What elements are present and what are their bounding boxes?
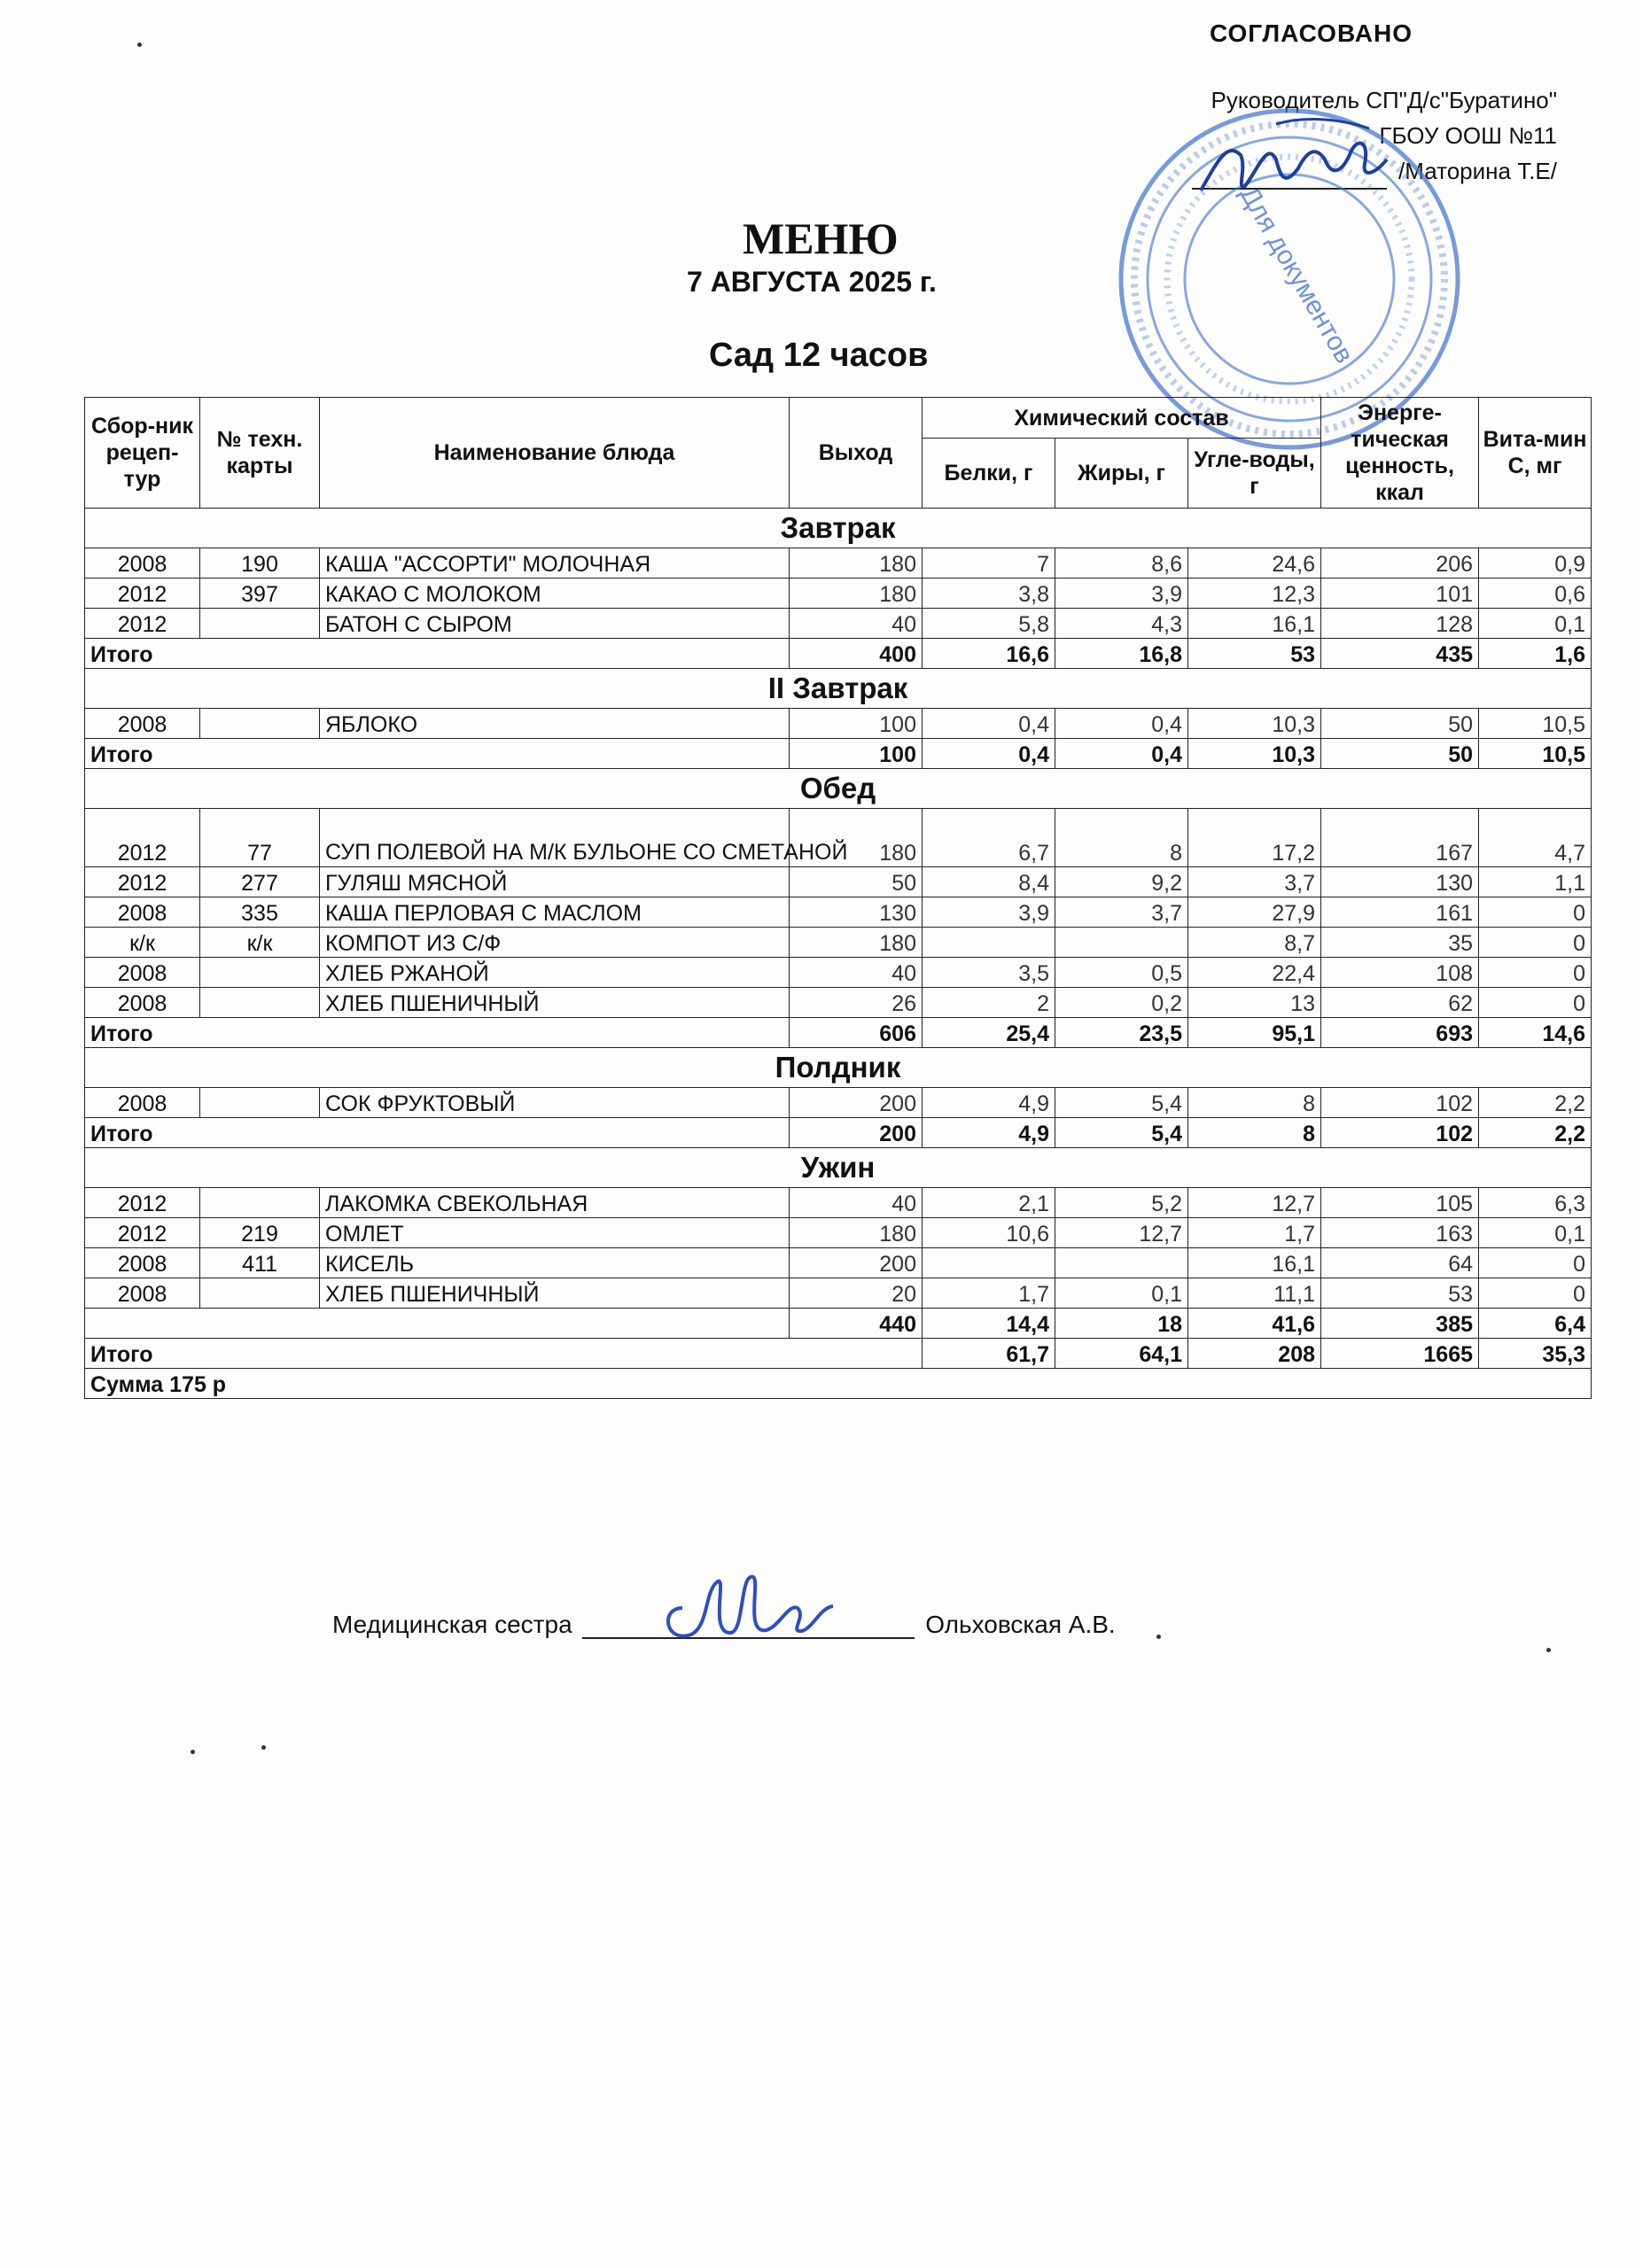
total-fats: 0,4 [1055, 739, 1188, 769]
total-proteins: 14,4 [923, 1309, 1055, 1339]
cell-energy: 130 [1321, 867, 1479, 897]
cell-dish-name: КАША ПЕРЛОВАЯ С МАСЛОМ [320, 897, 790, 928]
cell-yield: 180 [790, 548, 923, 579]
section-header-row [85, 1048, 1592, 1088]
table-row [85, 867, 1592, 897]
cell-proteins: 8,4 [923, 867, 1055, 897]
approval-position: Руководитель СП"Д/с"Буратино" [1211, 87, 1557, 113]
cell-tech-card [200, 1088, 320, 1118]
cell-collection: 2008 [85, 1248, 200, 1278]
cell-fats [1055, 928, 1188, 958]
cell-fats: 3,9 [1055, 579, 1188, 609]
cell-dish-name: ОМЛЕТ [320, 1218, 790, 1248]
section-header-row [85, 669, 1592, 709]
approval-signature [1192, 106, 1396, 213]
cell-carbs: 10,3 [1188, 709, 1321, 739]
cell-carbs: 22,4 [1188, 958, 1321, 988]
cell-energy: 128 [1321, 609, 1479, 639]
cell-fats: 4,3 [1055, 609, 1188, 639]
total-label: Итого [85, 639, 790, 669]
section-header-row [85, 1148, 1592, 1188]
cell-tech-card: 190 [200, 548, 320, 579]
cell-yield: 40 [790, 958, 923, 988]
cell-vitamin-c: 0,6 [1479, 579, 1592, 609]
cell-energy: 163 [1321, 1218, 1479, 1248]
sum-row [85, 1369, 1592, 1399]
cell-tech-card [200, 609, 320, 639]
table-row [85, 548, 1592, 579]
total-yield: 400 [790, 639, 923, 669]
grand-total-energy: 1665 [1321, 1339, 1479, 1369]
cell-carbs: 16,1 [1188, 1248, 1321, 1278]
cell-energy: 64 [1321, 1248, 1479, 1278]
cell-carbs: 24,6 [1188, 548, 1321, 579]
cell-dish-name: КИСЕЛЬ [320, 1248, 790, 1278]
cell-fats: 12,7 [1055, 1218, 1188, 1248]
cell-collection: 2008 [85, 1278, 200, 1309]
cell-dish-name: ЯБЛОКО [320, 709, 790, 739]
menu-table [84, 397, 1592, 1399]
section-title: Обед [85, 769, 1592, 809]
cell-vitamin-c: 0,9 [1479, 548, 1592, 579]
total-row [85, 639, 1592, 669]
grand-total-label: Итого [85, 1339, 923, 1369]
cell-carbs: 3,7 [1188, 867, 1321, 897]
col-fats: Жиры, г [1055, 439, 1188, 509]
total-row [85, 1309, 1592, 1339]
cell-vitamin-c: 0 [1479, 988, 1592, 1018]
menu-date: 7 АВГУСТА 2025 г. [687, 266, 937, 298]
col-tech-card: № техн. карты [200, 398, 320, 509]
total-label: Итого [85, 739, 790, 769]
cell-fats: 0,1 [1055, 1278, 1188, 1309]
cell-proteins: 4,9 [923, 1088, 1055, 1118]
cell-tech-card: 397 [200, 579, 320, 609]
total-carbs: 95,1 [1188, 1018, 1321, 1048]
cell-energy: 161 [1321, 897, 1479, 928]
table-row [85, 809, 1592, 867]
footer-role: Медицинская сестра [332, 1611, 572, 1638]
cell-proteins: 10,6 [923, 1218, 1055, 1248]
total-row [85, 739, 1592, 769]
total-energy: 435 [1321, 639, 1479, 669]
cell-dish-name: СУП ПОЛЕВОЙ НА М/К БУЛЬОНЕ СО СМЕТАНОЙ [320, 809, 790, 867]
cell-collection: 2012 [85, 579, 200, 609]
cell-tech-card: к/к [200, 928, 320, 958]
total-yield: 440 [790, 1309, 923, 1339]
cell-tech-card: 277 [200, 867, 320, 897]
cell-yield: 130 [790, 897, 923, 928]
cell-dish-name: КОМПОТ ИЗ С/Ф [320, 928, 790, 958]
approval-title: СОГЛАСОВАНО [1210, 19, 1413, 47]
total-fats: 18 [1055, 1309, 1188, 1339]
cell-fats: 5,2 [1055, 1188, 1188, 1218]
cell-yield: 100 [790, 709, 923, 739]
section-title: Ужин [85, 1148, 1592, 1188]
cell-dish-name: КАКАО С МОЛОКОМ [320, 579, 790, 609]
table-row [85, 609, 1592, 639]
cell-tech-card: 219 [200, 1218, 320, 1248]
cell-carbs: 13 [1188, 988, 1321, 1018]
cell-carbs: 12,3 [1188, 579, 1321, 609]
total-fats: 16,8 [1055, 639, 1188, 669]
table-row [85, 928, 1592, 958]
cell-carbs: 1,7 [1188, 1218, 1321, 1248]
cell-fats: 0,4 [1055, 709, 1188, 739]
cell-proteins: 2 [923, 988, 1055, 1018]
cell-yield: 180 [790, 809, 923, 867]
total-label: Итого [85, 1118, 790, 1148]
total-carbs: 41,6 [1188, 1309, 1321, 1339]
cell-dish-name: ГУЛЯШ МЯСНОЙ [320, 867, 790, 897]
cell-collection: 2008 [85, 958, 200, 988]
cell-carbs: 12,7 [1188, 1188, 1321, 1218]
section-header-row [85, 769, 1592, 809]
total-carbs: 10,3 [1188, 739, 1321, 769]
section-title: II Завтрак [85, 669, 1592, 709]
total-vitamin-c: 10,5 [1479, 739, 1592, 769]
cell-tech-card [200, 709, 320, 739]
cell-energy: 101 [1321, 579, 1479, 609]
cell-proteins [923, 1248, 1055, 1278]
cell-vitamin-c: 0 [1479, 928, 1592, 958]
cell-dish-name: ХЛЕБ ПШЕНИЧНЫЙ [320, 988, 790, 1018]
cell-fats: 5,4 [1055, 1088, 1188, 1118]
stamp-text: Для документов [1234, 181, 1359, 369]
cell-yield: 40 [790, 1188, 923, 1218]
total-vitamin-c: 14,6 [1479, 1018, 1592, 1048]
cell-tech-card: 411 [200, 1248, 320, 1278]
cell-energy: 206 [1321, 548, 1479, 579]
section-title: Полдник [85, 1048, 1592, 1088]
total-energy: 385 [1321, 1309, 1479, 1339]
cell-dish-name: ХЛЕБ РЖАНОЙ [320, 958, 790, 988]
total-fats: 5,4 [1055, 1118, 1188, 1148]
cell-fats: 0,5 [1055, 958, 1188, 988]
total-proteins: 4,9 [923, 1118, 1055, 1148]
cell-collection: 2012 [85, 609, 200, 639]
cell-vitamin-c: 0 [1479, 958, 1592, 988]
cell-dish-name: ХЛЕБ ПШЕНИЧНЫЙ [320, 1278, 790, 1309]
menu-title: МЕНЮ [743, 214, 899, 263]
cell-energy: 35 [1321, 928, 1479, 958]
scan-speck [261, 1745, 266, 1750]
cell-energy: 50 [1321, 709, 1479, 739]
scan-speck [1156, 1635, 1161, 1639]
table-row [85, 897, 1592, 928]
cell-carbs: 17,2 [1188, 809, 1321, 867]
scan-speck [191, 1750, 195, 1754]
cell-proteins: 5,8 [923, 609, 1055, 639]
col-proteins: Белки, г [923, 439, 1055, 509]
table-row [85, 988, 1592, 1018]
cell-collection: 2008 [85, 897, 200, 928]
cell-proteins [923, 928, 1055, 958]
total-row [85, 1118, 1592, 1148]
total-energy: 102 [1321, 1118, 1479, 1148]
cell-carbs: 11,1 [1188, 1278, 1321, 1309]
scan-speck [137, 43, 142, 47]
table-row [85, 1088, 1592, 1118]
cell-fats: 8 [1055, 809, 1188, 867]
section-title: Завтрак [85, 509, 1592, 548]
col-dish-name: Наименование блюда [320, 398, 790, 509]
cell-carbs: 8,7 [1188, 928, 1321, 958]
cell-vitamin-c: 0,1 [1479, 609, 1592, 639]
cell-tech-card: 77 [200, 809, 320, 867]
total-proteins: 0,4 [923, 739, 1055, 769]
total-energy: 693 [1321, 1018, 1479, 1048]
cell-energy: 53 [1321, 1278, 1479, 1309]
cell-yield: 180 [790, 1218, 923, 1248]
total-yield: 100 [790, 739, 923, 769]
cell-collection: 2008 [85, 709, 200, 739]
cell-energy: 167 [1321, 809, 1479, 867]
cell-dish-name: ЛАКОМКА СВЕКОЛЬНАЯ [320, 1188, 790, 1218]
grand-total-fats: 64,1 [1055, 1339, 1188, 1369]
cell-fats: 8,6 [1055, 548, 1188, 579]
table-row [85, 579, 1592, 609]
cell-energy: 105 [1321, 1188, 1479, 1218]
scan-speck [1546, 1648, 1551, 1652]
cell-energy: 108 [1321, 958, 1479, 988]
cell-collection: 2012 [85, 809, 200, 867]
cell-collection: к/к [85, 928, 200, 958]
cell-proteins: 3,8 [923, 579, 1055, 609]
section-header-row [85, 509, 1592, 548]
grand-total-proteins: 61,7 [923, 1339, 1055, 1369]
cell-proteins: 7 [923, 548, 1055, 579]
cell-collection: 2012 [85, 1218, 200, 1248]
cell-vitamin-c: 6,3 [1479, 1188, 1592, 1218]
grand-total-carbs: 208 [1188, 1339, 1321, 1369]
col-chemical: Химический состав [923, 398, 1321, 439]
cell-carbs: 27,9 [1188, 897, 1321, 928]
col-energy: Энерге-тическая ценность, ккал [1321, 398, 1479, 509]
approval-person: /Маторина Т.Е/ [1398, 158, 1557, 184]
nurse-signature [656, 1555, 842, 1652]
cell-carbs: 8 [1188, 1088, 1321, 1118]
total-yield: 200 [790, 1118, 923, 1148]
col-yield: Выход [790, 398, 923, 509]
cell-proteins: 0,4 [923, 709, 1055, 739]
cell-collection: 2012 [85, 1188, 200, 1218]
cell-vitamin-c: 4,7 [1479, 809, 1592, 867]
cell-yield: 180 [790, 928, 923, 958]
cell-tech-card [200, 1278, 320, 1309]
total-fats: 23,5 [1055, 1018, 1188, 1048]
cell-yield: 180 [790, 579, 923, 609]
cell-vitamin-c: 0 [1479, 1248, 1592, 1278]
cell-vitamin-c: 10,5 [1479, 709, 1592, 739]
table-row [85, 958, 1592, 988]
col-vitamin-c: Вита-мин С, мг [1479, 398, 1592, 509]
cell-fats [1055, 1248, 1188, 1278]
cell-fats: 9,2 [1055, 867, 1188, 897]
table-row [85, 1218, 1592, 1248]
cell-collection: 2008 [85, 1088, 200, 1118]
total-carbs: 53 [1188, 639, 1321, 669]
cell-collection: 2008 [85, 988, 200, 1018]
cell-collection: 2008 [85, 548, 200, 579]
menu-body [85, 509, 1592, 1399]
cell-vitamin-c: 2,2 [1479, 1088, 1592, 1118]
menu-subtitle: Сад 12 часов [709, 337, 929, 374]
cell-proteins: 3,9 [923, 897, 1055, 928]
cell-dish-name: КАША "АССОРТИ" МОЛОЧНАЯ [320, 548, 790, 579]
total-vitamin-c: 6,4 [1479, 1309, 1592, 1339]
cell-yield: 50 [790, 867, 923, 897]
total-energy: 50 [1321, 739, 1479, 769]
cell-proteins: 6,7 [923, 809, 1055, 867]
cell-fats: 0,2 [1055, 988, 1188, 1018]
footer-name: Ольховская А.В. [925, 1611, 1116, 1638]
cell-yield: 20 [790, 1278, 923, 1309]
cell-energy: 62 [1321, 988, 1479, 1018]
cell-proteins: 1,7 [923, 1278, 1055, 1309]
cell-proteins: 2,1 [923, 1188, 1055, 1218]
grand-total-vitamin-c: 35,3 [1479, 1339, 1592, 1369]
table-row [85, 709, 1592, 739]
total-proteins: 25,4 [923, 1018, 1055, 1048]
cell-yield: 200 [790, 1088, 923, 1118]
sum-label: Сумма 175 р [85, 1369, 1592, 1399]
total-vitamin-c: 2,2 [1479, 1118, 1592, 1148]
cell-vitamin-c: 0 [1479, 1278, 1592, 1309]
cell-vitamin-c: 0,1 [1479, 1218, 1592, 1248]
total-label: Итого [85, 1018, 790, 1048]
cell-tech-card [200, 1188, 320, 1218]
cell-dish-name: БАТОН С СЫРОМ [320, 609, 790, 639]
table-row [85, 1188, 1592, 1218]
cell-vitamin-c: 1,1 [1479, 867, 1592, 897]
cell-fats: 3,7 [1055, 897, 1188, 928]
approval-organization: ГБОУ ООШ №11 [1379, 122, 1557, 149]
col-carbs: Угле-воды, г [1188, 439, 1321, 509]
cell-dish-name: СОК ФРУКТОВЫЙ [320, 1088, 790, 1118]
total-label [85, 1309, 790, 1339]
table-row [85, 1278, 1592, 1309]
total-row [85, 1018, 1592, 1048]
total-vitamin-c: 1,6 [1479, 639, 1592, 669]
cell-yield: 40 [790, 609, 923, 639]
grand-total-row [85, 1339, 1592, 1369]
cell-tech-card [200, 958, 320, 988]
cell-tech-card: 335 [200, 897, 320, 928]
cell-carbs: 16,1 [1188, 609, 1321, 639]
cell-tech-card [200, 988, 320, 1018]
total-proteins: 16,6 [923, 639, 1055, 669]
cell-yield: 26 [790, 988, 923, 1018]
cell-yield: 200 [790, 1248, 923, 1278]
col-collection: Сбор-ник рецеп-тур [85, 398, 200, 509]
total-carbs: 8 [1188, 1118, 1321, 1148]
cell-proteins: 3,5 [923, 958, 1055, 988]
total-yield: 606 [790, 1018, 923, 1048]
cell-collection: 2012 [85, 867, 200, 897]
cell-energy: 102 [1321, 1088, 1479, 1118]
table-row [85, 1248, 1592, 1278]
cell-vitamin-c: 0 [1479, 897, 1592, 928]
